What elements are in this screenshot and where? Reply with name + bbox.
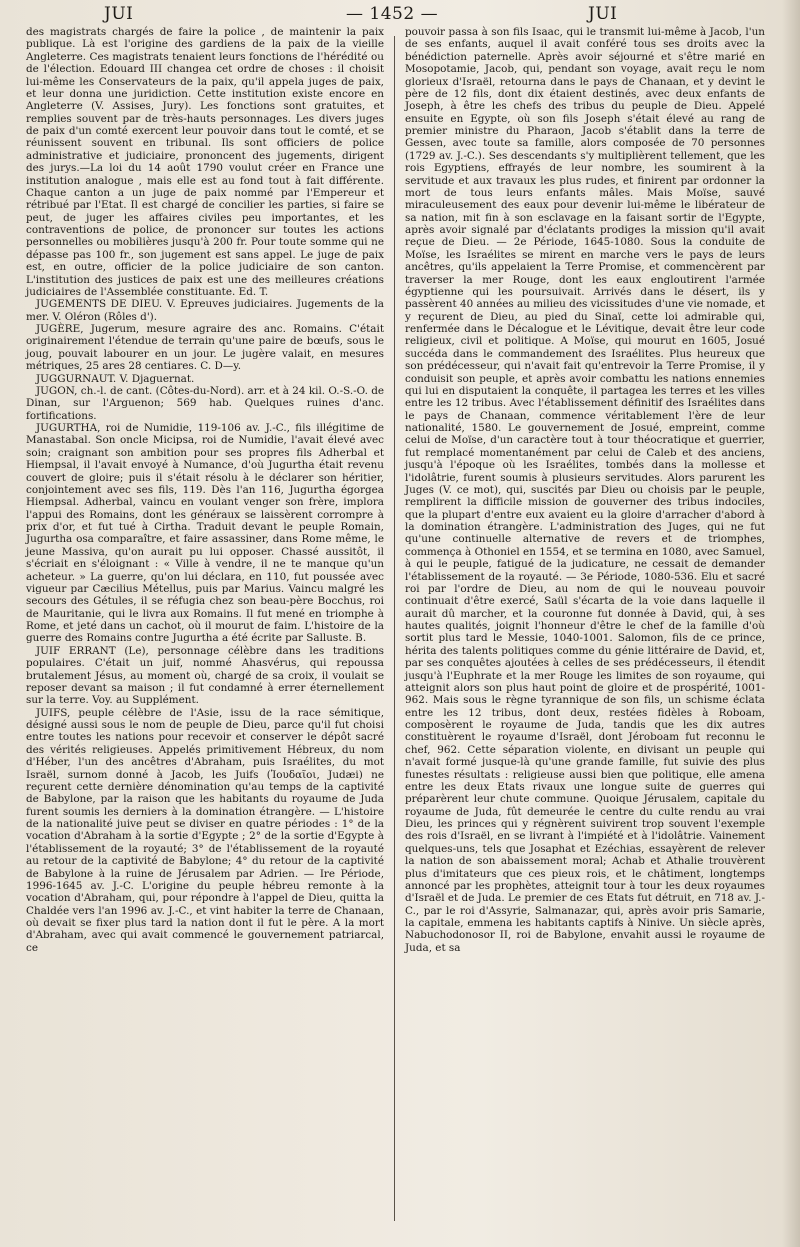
entry-juifs-continued: pouvoir passa à son fils Isaac, qui le transmit lui-même à Jacob, l'un de ses enfants, auquel il avait conféré tous ses droits avec la bénédiction paternelle. Après avoir séjourné et s'être marié en Mosopotamie, Jacob, qui, pendant son voyage, avait reçu le nom glorieux d'Israël, retourna dans le pays de Chanaan, et y devint le père de 12 fils, dont dix étaient destinés, avec deux enfants de Joseph, à être les chefs des tribus du peuple de Dieu. Appelé ensuite en Egypte, où son fils Joseph s'était élevé au rang de premier ministre du Pharaon, Jacob s'établit dans la terre de Gessen, avec toute sa famille, alors composée de 70 personnes (1729 av. J.-C.). Ses descendants s'y multiplièrent tellement, que les rois Egyptiens, effrayés de leur nombre, les soumirent à la servitude et aux travaux les plus rudes, et finirent par ordonner la mort de tous leurs enfants mâles. Mais Moïse, sauvé miraculeusement des eaux pour devenir lui-même le libérateur de sa nation, mit fin à son esclavage en la faisant sortir de l'Egypte, après avoir signalé par d'éclatants prodiges la mission qu'il avait reçue de Dieu. — 2e Période, 1645-1080. Sous la conduite de Moïse, les Israélites se mirent en marche vers le pays de leurs ancêtres, qu'ils appelaient la Terre Promise, et commencèrent par traverser la mer Rouge, dont les eaux engloutirent l'armée égyptienne qui les poursuivait. Arrivés dans le désert, ils y passèrent 40 années au milieu des vicissitudes d'une vie nomade, et y reçurent de Dieu, au pied du Sinaï, cette loi admirable qui, renfermée dans le Décalogue et le Lévitique, devait être leur code religieux, civil et politique. A Moïse, qui mourut en 1605, Josué succéda dans le commandement des Israélites. Plus heureux que son prédécesseur, qui n'avait fait qu'entrevoir la Terre Promise, il y conduisit son peuple, et après avoir combattu les nations ennemies qui lui en disputaient la conquête, il partagea les terres et les villes entre les 12 tribus. Avec l'établissement définitif des Israélites dans le pays de Chanaan, commence véritablement l'ère de leur nationalité, 1580. Le gouvernement de Josué, empreint, comme celui de Moïse, d'un caractère tout à tour théocratique et guerrier, fut remplacé momentanément par celui de Caleb et des anciens, jusqu'à l'époque où les Israélites, tombés dans la mollesse et l'idolâtrie, furent soumis à plusieurs servitudes. Alors parurent les Juges (V. ce mot), qui, suscités par Dieu ou choisis par le peuple, remplirent la difficile mission de gouverner des tribus indociles, que la plupart d'entre eux avaient eu la gloire d'arracher d'abord à la domination étrangère. L'administration des Juges, qui ne fut qu'une continuelle alternative de revers et de triomphes, commença à Othoniel en 1554, et se termina en 1080, avec Samuel, à qui le peuple, fatigué de la judicature, ne cessait de demander l'établissement de la royauté. — 3e Période, 1080-536. Elu et sacré roi par l'ordre de Dieu, au nom de qui le nouveau pouvoir continuait d'être exercé, Saül s'écarta de la voie dans laquelle il aurait dû marcher, et la couronne fut donnée à David, qui, à ses hautes qualités, joignit l'honneur d'être le chef de la famille d'où sortit plus tard le Messie, 1040-1001. Salomon, fils de ce prince, hérita des talents politiques comme du génie littéraire de David, et, par ses conquêtes ajoutées à celles de ses prédécesseurs, il étendit jusqu'à l'Euphrate et la mer Rouge les limites de son royaume, qui atteignit alors son plus haut point de gloire et de prospérité, 1001-962. Mais sous le règne tyrannique de son fils, un schisme éclata entre les 12 tribus, dont deux, restées fidèles à Roboam, composèrent le royaume de Juda, tandis que les dix autres constituèrent le royaume d'Israël, dont Jéroboam fut reconnu le chef, 962. Cette séparation violente, en divisant un peuple qui n'avait formé jusque-là qu'une grande famille, fut suivie des plus funestes résultats : religieuse aussi bien que politique, elle amena entre les deux Etats rivaux une longue suite de guerres qui préparèrent leur chute commune. Quoique Jérusalem, capitale du royaume de Juda, fût demeurée le centre du culte rendu au vrai Dieu, les princes qui y régnèrent suivirent trop souvent l'exemple des rois d'Israël, en se livrant à l'impiété et à l'idolâtrie. Vainement quelques-uns, tels que Josaphat et Ezéchias, essayèrent de relever la nation de son abaissement moral; Achab et Athalie trouvèrent plus d'imitateurs que ces pieux rois, et le châtiment, longtemps annoncé par les prophètes, atteignit tour à tour les deux royaumes d'Israël et de Juda. Le premier de ces Etats fut détruit, en 718 av. J.-C., par le roi d'Assyrie, Salmanazar, qui, après avoir pris Samarie, la capitale, emmena les habitants captifs à Ninive. Un siècle après, Nabuchodonosor II, roi de Babylone, envahit aussi le royaume de Juda, et sa [405, 26, 765, 954]
entry-juggurnaut: JUGGURNAUT. V. Djaguernat. [36, 372, 195, 385]
page-number: — 1452 — [346, 4, 439, 24]
column-divider [394, 36, 395, 1221]
running-head-left: JUI [104, 4, 134, 24]
entry-juges-de-paix-continued: des magistrats chargés de faire la police , de maintenir la paix publique. Là est l'origine des gardiens de la paix de la vieille Angleterre. Ces magistrats tenaient leurs fonctions de l'hérédité ou de l'élection. Edouard III changea cet ordre de choses : il choisit lui-même les Conservateurs de la paix, qu'il appela juges de paix, et leur donna une juridiction. Cette institution existe encore en Angleterre (V. Assises, Jury). Les fonctions sont gratuites, et remplies souvent par de très-hauts personnages. Les divers juges de paix d'un comté exercent leur pouvoir dans tout le comté, et se réunissent souvent en tribunal. Ils sont officiers de police administrative et judiciaire, prononcent des jugements, dirigent des jurys.—La loi du 14 août 1790 voulut créer en France une institution analogue , mais elle est au fond tout à fait différente. Chaque canton a un juge de paix nommé par l'Empereur et rétribué par l'Etat. Il est chargé de concilier les parties, si faire se peut, de juger les affaires civiles peu importantes, et les contraventions de police, de prononcer sur toutes les actions personnelles ou mobilières jusqu'à 200 fr. Pour toute somme qui ne dépasse pas 100 fr., son jugement est sans appel. Le juge de paix est, en outre, officier de la police judiciaire de son canton. L'institution des justices de paix est une des meilleures créations judiciaires de l'Assemblée constituante. Ed. T. [26, 26, 384, 298]
entry-juif-errant: JUIF ERRANT (Le), personnage célèbre dans les traditions populaires. C'était un juif, nommé Ahasvérus, qui repoussa brutalement Jésus, au moment où, chargé de sa croix, il voulait se reposer devant sa maison ; il fut condamné à errer éternellement sur la terre. Voy. au Supplément. [26, 644, 384, 707]
entry-jugements-de-dieu: JUGEMENTS DE DIEU. V. Epreuves judiciaires. Jugements de la mer. V. Oléron (Rôles d'). [26, 298, 384, 323]
entry-jugere: JUGÈRE, Jugerum, mesure agraire des anc. Romains. C'était originairement l'étendue de terrain qu'une paire de bœufs, sous le joug, pouvait labourer en un jour. Le jugère valait, en mesures métriques, 25 ares 28 centiares. C. D—y. [26, 323, 384, 373]
right-text-column [405, 26, 765, 954]
entry-juifs: JUIFS, peuple célèbre de l'Asie, issu de la race sémitique, désigné aussi sous le nom de peuple de Dieu, parce qu'il fut choisi entre toutes les nations pour recevoir et conserver le dépôt sacré des vérités religieuses. Appelés primitivement Hébreux, du nom d'Héber, l'un des ancêtres d'Abraham, puis Israélites, du mot Israël, surnom donné à Jacob, les Juifs (Ἰουδαῖοι, Judæi) ne reçurent cette dernière dénomination qu'au temps de la captivité de Babylone, par la raison que les habitants du royaume de Juda furent soumis les derniers à la domination étrangère. — L'histoire de la nationalité juive peut se diviser en quatre périodes : 1° de la vocation d'Abraham à la sortie d'Egypte ; 2° de la sortie d'Egypte à l'établissement de la royauté; 3° de l'établissement de la royauté au retour de la captivité de Babylone; 4° du retour de la captivité de Babylone à la ruine de Jérusalem par Adrien. — Ire Période, 1996-1645 av. J.-C. L'origine du peuple hébreu remonte à la vocation d'Abraham, qui, pour répondre à l'appel de Dieu, quitta la Chaldée vers l'an 1996 av. J.-C., et vint habiter la terre de Chanaan, où devait se fixer plus tard la nation dont il fut le père. A la mort d'Abraham, avec qui avait commencé le gouvernement patriarcal, ce [26, 706, 384, 954]
page-header [0, 4, 800, 28]
entry-jugurtha: JUGURTHA, roi de Numidie, 119-106 av. J.-C., fils illégitime de Manastabal. Son oncle Micipsa, roi de Numidie, l'avait élevé avec soin; craignant son ambition pour ses propres fils Adherbal et Hiempsal, il l'avait envoyé à Numance, d'où Jugurtha était revenu couvert de gloire; puis il s'était résolu à le déclarer son héritier, conjointement avec ses fils, 119. Dès l'an 116, Jugurtha égorgea Hiempsal. Adherbal, vaincu en voulant venger son frère, implora l'appui des Romains, dont les généraux se laissèrent corrompre à prix d'or, et fut tué à Cirtha. Traduit devant le peuple Romain, Jugurtha osa comparaître, et faire assassiner, dans Rome même, le jeune Massiva, qu'on aurait pu lui opposer. Chassé aussitôt, il s'écriait en s'éloignant : « Ville à vendre, il ne te manque qu'un acheteur. » La guerre, qu'on lui déclara, en 110, fut poussée avec vigueur par Cæcilius Métellus, puis par Marius. Vaincu malgré les secours des Gétules, il se réfugia chez son beau-père Bocchus, roi de Mauritanie, qui le livra aux Romains. Il fut mené en triomphe à Rome, et jeté dans un cachot, où il mourut de faim. L'histoire de la guerre des Romains contre Jugurtha a été écrite par Salluste. B. [26, 422, 384, 645]
left-text-column [26, 26, 384, 954]
entry-jugon: JUGON, ch.-l. de cant. (Côtes-du-Nord). arr. et à 24 kil. O.-S.-O. de Dinan, sur l'Arguenon; 569 hab. Quelques ruines d'anc. fortifications. [26, 384, 384, 422]
page-edge-shadow [782, 0, 800, 1247]
running-head-right: JUI [588, 4, 618, 24]
